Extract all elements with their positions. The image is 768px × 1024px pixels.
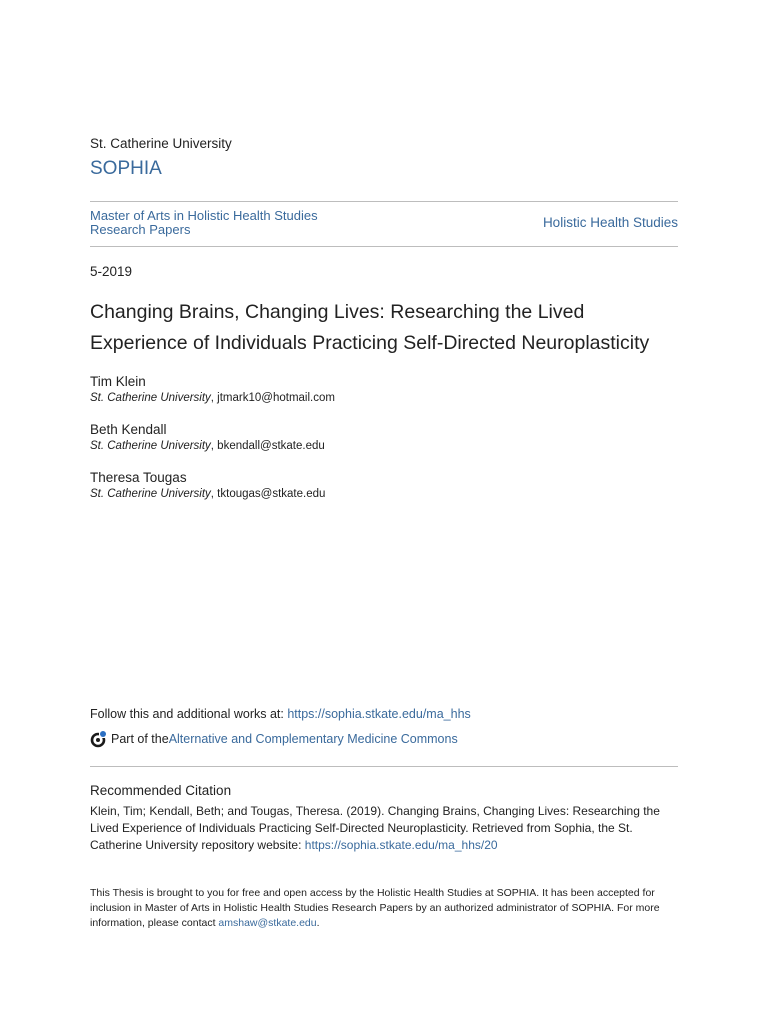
repository-link[interactable]: SOPHIA — [90, 158, 162, 179]
author-affiliation — [90, 391, 335, 406]
citation-body — [90, 803, 678, 854]
citation-heading: Recommended Citation — [90, 783, 232, 798]
author-block — [90, 373, 335, 406]
series-line-1: Master of Arts in Holistic Health Studies — [90, 208, 318, 223]
network-commons-icon — [90, 730, 108, 748]
series-line-2: Research Papers — [90, 222, 191, 237]
author-name: Tim Klein — [90, 374, 146, 389]
contact-email-link[interactable]: amshaw@stkate.edu — [218, 917, 317, 929]
author-email: , bkendall@stkate.edu — [210, 440, 325, 452]
citation-text: Klein, Tim; Kendall, Beth; and Tougas, Theresa. (2019). Changing Brains, Changing Lives: Researching the Lived Experience of Individuals Practicing Self-Directed Neuroplasticity. Retrieved from Sophia, the St. Catherine University repository website: — [90, 804, 660, 852]
follow-url-link[interactable]: https://sophia.stkate.edu/ma_hhs — [287, 707, 471, 721]
part-of-line — [90, 730, 458, 748]
document-title: Changing Brains, Changing Lives: Researching the Lived Experience of Individuals Practicing Self-Directed Neuroplasticity — [90, 301, 650, 354]
notice-end: . — [316, 917, 320, 929]
author-email: , jtmark10@hotmail.com — [210, 392, 335, 404]
follow-line — [90, 707, 471, 721]
affiliation-name: St. Catherine University — [90, 488, 211, 500]
department-link[interactable]: Holistic Health Studies — [542, 215, 678, 230]
publication-date: 5-2019 — [90, 264, 133, 279]
author-affiliation — [90, 439, 325, 454]
commons-link[interactable]: Alternative and Complementary Medicine Commons — [168, 732, 458, 746]
institution-name: St. Catherine University — [90, 136, 232, 151]
notice-text: This Thesis is brought to you for free and open access by the Holistic Health Studies at SOPHIA. It has been accepted for inclusion in Master of Arts in Holistic Health Studies Research Papers by an authorized administrator of SOPHIA. For more information, please contact — [90, 887, 660, 929]
author-affiliation — [90, 487, 325, 502]
affiliation-name: St. Catherine University — [90, 440, 211, 452]
affiliation-name: St. Catherine University — [90, 392, 211, 404]
follow-prefix: Follow this and additional works at: — [90, 707, 288, 721]
author-block — [90, 421, 325, 454]
author-email: , tktougas@stkate.edu — [210, 488, 326, 500]
author-name: Theresa Tougas — [90, 470, 187, 485]
series-link[interactable] — [90, 209, 390, 237]
access-notice — [90, 886, 678, 931]
header-divider-top — [90, 201, 678, 202]
partof-prefix: Part of the — [111, 732, 169, 746]
citation-divider — [90, 766, 678, 767]
header-divider-bottom — [90, 246, 678, 247]
author-name: Beth Kendall — [90, 422, 167, 437]
author-block — [90, 469, 325, 502]
citation-url-link[interactable]: https://sophia.stkate.edu/ma_hhs/20 — [304, 838, 498, 852]
cover-page — [90, 0, 678, 1024]
